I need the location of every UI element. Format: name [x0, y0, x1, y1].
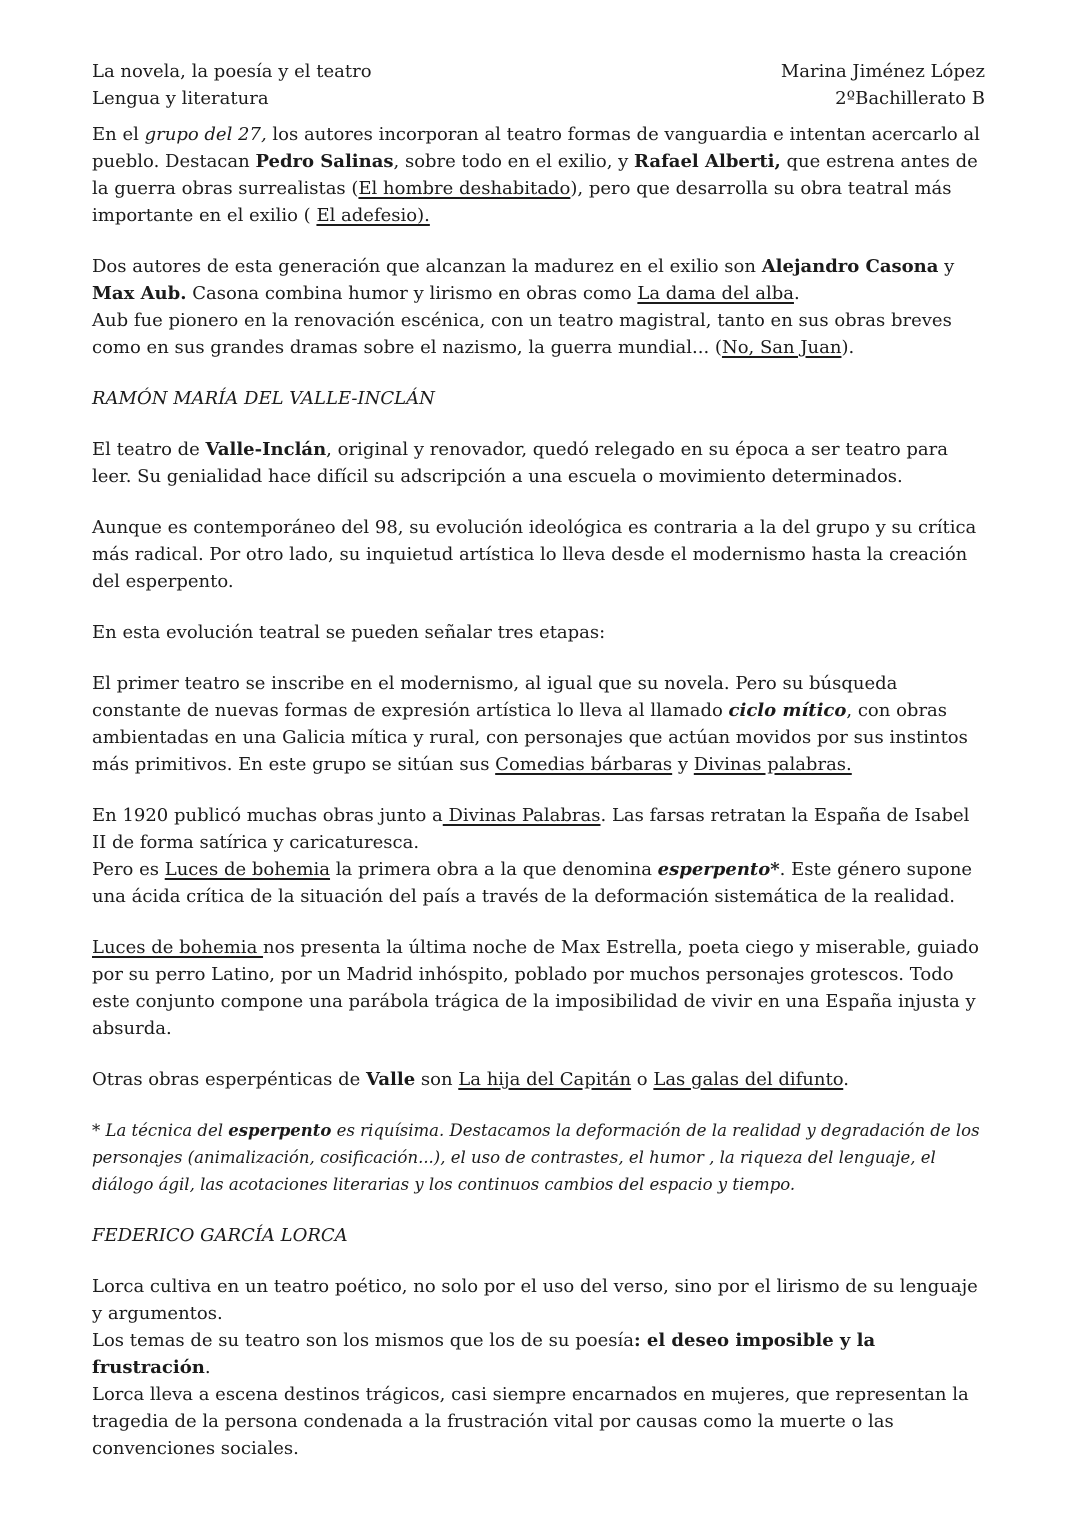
paragraph-otras-obras: Otras obras esperpénticas de Valle son La hija del Capitán o Las galas del difunto. — [92, 1069, 849, 1090]
footnote-esperpento: * La técnica del esperpento es riquísima. Destacamos la deformación de la realidad y degradación de los personajes (animalización, cosificación...), el uso de contrastes, el humor , la riqueza del lenguaje, el diálogo ágil, las acotaciones literarias y los continuos cambios del espacio y tiempo. — [92, 1121, 980, 1194]
section-heading-garcia-lorca: FEDERICO GARCÍA LORCA — [92, 1225, 348, 1246]
paragraph-teatro-valle-inclan: El teatro de Valle-Inclán, original y renovador, quedó relegado en su época a ser teatro para leer. Su genialidad hace difícil su adscripción a una escuela o movimiento determinados. — [92, 439, 948, 487]
course-topic: La novela, la poesía y el teatro — [92, 61, 372, 82]
header-right — [781, 58, 985, 112]
paragraph-primer-teatro: El primer teatro se inscribe en el modernismo, al igual que su novela. Pero su búsqueda constante de nuevas formas de expresión artística lo lleva al llamado ciclo mítico, con obras ambientadas en una Galicia mítica y rural, con personajes que actúan movidos por sus instintos más primitivos. En este grupo se sitúan sus Comedias bárbaras y Divinas palabras. — [92, 673, 968, 775]
paragraph-contemporaneo-98: Aunque es contemporáneo del 98, su evolución ideológica es contraria a la del grupo y su crítica más radical. Por otro lado, su inquietud artística lo lleva desde el modernismo hasta la creación del esperpento. — [92, 517, 977, 592]
section-heading-valle-inclan: RAMÓN MARÍA DEL VALLE-INCLÁN — [92, 388, 435, 409]
paragraph-tres-etapas: En esta evolución teatral se pueden señalar tres etapas: — [92, 622, 606, 643]
header-left — [92, 58, 372, 112]
subject-name: Lengua y literatura — [92, 88, 269, 109]
paragraph-lorca: Lorca cultiva en un teatro poético, no solo por el uso del verso, sino por el lirismo de su lenguaje y argumentos. Los temas de su teatro son los mismos que los de su poesía: el deseo imposible y la frustración. Lorca lleva a escena destinos trágicos, casi siempre encarnados en mujeres, que representan la tragedia de la persona condenada a la frustración vital por causas como la muerte o las convenciones sociales. — [92, 1276, 978, 1459]
paragraph-1920-esperpento: En 1920 publicó muchas obras junto a Divinas Palabras. Las farsas retratan la España de Isabel II de forma satírica y caricaturesca. Pero es Luces de bohemia la primera obra a la que denomina esperpento*. Este género supone una ácida crítica de la situación del país a través de la deformación sistemática de la realidad. — [92, 805, 973, 907]
class-group: 2ºBachillerato B — [835, 88, 985, 109]
paragraph-casona-aub: Dos autores de esta generación que alcanzan la madurez en el exilio son Alejandro Casona y Max Aub. Casona combina humor y lirismo en obras como La dama del alba. Aub fue pionero en la renovación escénica, con un teatro magistral, tanto en sus obras breves como en sus grandes dramas sobre el nazismo, la guerra mundial... (No, San Juan). — [92, 256, 955, 358]
paragraph-luces-de-bohemia: Luces de bohemia nos presenta la última noche de Max Estrella, poeta ciego y miserable, guiado por su perro Latino, por un Madrid inhóspito, poblado por muchos personajes grotescos. Todo este conjunto compone una parábola trágica de la imposibilidad de vivir en una España injusta y absurda. — [92, 937, 979, 1039]
document-header — [92, 58, 985, 112]
paragraph-grupo-del-27: En el grupo del 27, los autores incorporan al teatro formas de vanguardia e intentan acercarlo al pueblo. Destacan Pedro Salinas, sobre todo en el exilio, y Rafael Alberti, que estrena antes de la guerra obras surrealistas (El hombre deshabitado), pero que desarrolla su obra teatral más importante en el exilio ( El adefesio). — [92, 124, 980, 226]
author-name: Marina Jiménez López — [780, 61, 985, 82]
